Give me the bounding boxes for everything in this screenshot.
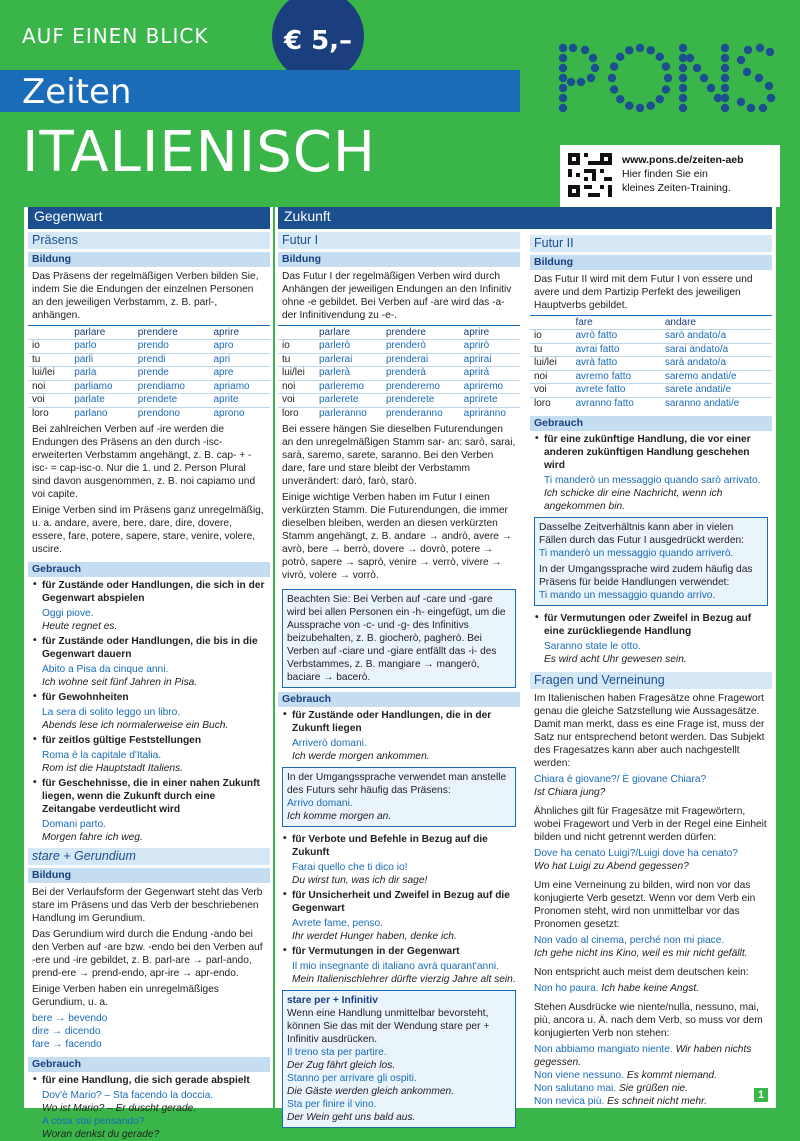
table-cell: lui/lei: [278, 367, 315, 381]
negation-examples: [530, 1043, 772, 1111]
table-cell: avrete fatto: [571, 384, 660, 398]
example-it: Ti manderò un messaggio quando arriverò.: [539, 548, 734, 559]
use-item: • für zeitlos gültige Feststellungen: [28, 732, 270, 749]
logo-dot: [693, 64, 701, 72]
table-cell: parlo: [70, 340, 134, 354]
futur1-table: [278, 325, 520, 420]
label-gebrauch: Gebrauch: [278, 692, 520, 707]
example-it: Il treno sta per partire.: [287, 1047, 387, 1058]
table-row: [278, 394, 520, 408]
futur1-intro: Das Futur I der regelmäßigen Verben wird durch Anhängen der jeweiligen Endungen an den Infinitiv ohne -e gebildet. Bei Verben auf -are wird das -a- der Infinitivendung zu -e-.: [282, 271, 512, 321]
label-gebrauch: Gebrauch: [28, 562, 270, 577]
example-it: Il mio insegnante di italiano avrà quarant'anni.: [292, 961, 499, 972]
example-de: Ist Chiara jung?: [534, 787, 606, 798]
praesens-uses: [28, 577, 270, 844]
table-header-cell: [28, 326, 70, 340]
example-de: Wo hat Luigi zu Abend gegessen?: [534, 861, 689, 872]
gerund-text-3: Einige Verben haben ein unregelmäßiges Gerundium, u. a.: [32, 984, 219, 1008]
section-head-zukunft: Zukunft: [278, 207, 772, 229]
logo-dot: [636, 44, 644, 52]
table-cell: tu: [28, 353, 70, 367]
logo-dot: [679, 94, 687, 102]
table-cell: aprono: [209, 407, 270, 420]
example-de: Ich wohne seit fünf Jahren in Pisa.: [42, 677, 198, 688]
logo-dot: [707, 84, 715, 92]
table-row: [530, 397, 772, 410]
example-it: Roma è la capitale d'Italia.: [42, 750, 162, 761]
gerund-examples: [28, 1089, 270, 1141]
negation-example-row: [534, 1095, 768, 1108]
table-cell: prenderanno: [382, 407, 460, 420]
example-de: Wir haben nichts gegessen.: [534, 1044, 752, 1068]
table-cell: saremo andati/e: [661, 370, 772, 384]
futur2-use-1: • für eine zukünftige Handlung, die vor einer anderen zukünftigen Handlung geschehen wird: [530, 431, 772, 474]
table-cell: sarete andati/e: [661, 384, 772, 398]
irregular-gerund: bere → bevendo: [32, 1013, 108, 1024]
table-header-cell: aprire: [460, 326, 520, 340]
label-bildung: Bildung: [530, 255, 772, 270]
table-cell: noi: [278, 380, 315, 394]
logo-dot: [686, 54, 694, 62]
logo-dot: [679, 44, 687, 52]
logo-dot: [559, 94, 567, 102]
table-cell: apre: [209, 367, 270, 381]
series-title: AUF EINEN BLICK: [22, 24, 209, 48]
logo-dot: [759, 104, 767, 112]
table-row: [28, 340, 270, 354]
gerund-text-1: Bei der Verlaufsform der Gegenwart steht das Verb stare im Präsens und das Verb der beschriebenen Handlung im Gerundium.: [32, 887, 263, 924]
logo-dot: [721, 84, 729, 92]
logo-dot: [569, 44, 577, 52]
example-it: Non nevica più.: [534, 1096, 605, 1107]
table-row: [28, 394, 270, 408]
table-cell: prenderai: [382, 353, 460, 367]
example-de: Der Zug fährt gleich los.: [287, 1060, 396, 1071]
example-it: Ti mando un messaggio quando arrivo.: [539, 590, 716, 601]
logo-dot: [559, 54, 567, 62]
table-cell: prenderete: [382, 394, 460, 408]
table-header-cell: prendere: [382, 326, 460, 340]
logo-dot: [714, 94, 722, 102]
table-cell: voi: [278, 394, 315, 408]
logo-dot: [721, 54, 729, 62]
irregular-gerund: fare → facendo: [32, 1039, 102, 1050]
label-bildung: Bildung: [278, 252, 520, 267]
example-de: Der Wein geht uns bald aus.: [287, 1112, 416, 1123]
logo-dot: [679, 74, 687, 82]
example-it: Oggi piove.: [42, 608, 94, 619]
table-header-row: [28, 326, 270, 340]
table-cell: aprite: [209, 394, 270, 408]
example-de: Es schneit nicht mehr.: [607, 1096, 707, 1107]
negation-example-row: [534, 1069, 768, 1082]
logo-dot: [656, 53, 664, 61]
logo-dot: [737, 98, 745, 106]
logo-dot: [610, 62, 618, 70]
table-header-cell: prendere: [134, 326, 210, 340]
example-de: Die Gäste werden gleich ankommen.: [287, 1086, 455, 1097]
example-it: Avrete fame, penso.: [292, 918, 383, 929]
futur2-use-2: • für Vermutungen oder Zweifel in Bezug auf eine zurückliegende Handlung: [530, 610, 772, 640]
column-zukunft: [278, 207, 520, 1132]
table-cell: prenderò: [382, 340, 460, 354]
futur1-essere: Bei essere hängen Sie dieselben Futurendungen an den unregelmäßigen Stamm sar- an: sarò, sarai, sarà, saremo, sarete, saranno. Bei den Verben dare, fare und stare bleibt der Verbstamm unverändert: darò, farò, starò.: [282, 424, 516, 487]
table-cell: avranno fatto: [571, 397, 660, 410]
fv-text-4: Non entspricht auch meist dem deutschen kein:: [534, 967, 749, 978]
example-de: Abends lese ich normalerweise ein Buch.: [42, 720, 229, 731]
note-text: In der Umgangssprache wird zudem häufig das Präsens für beide Handlungen verwendet:: [539, 564, 753, 588]
label-gebrauch: Gebrauch: [530, 416, 772, 431]
main-title: ITALIENISCH: [22, 120, 376, 185]
logo-dot: [625, 102, 633, 110]
label-bildung: Bildung: [28, 252, 270, 267]
table-cell: aprirò: [460, 340, 520, 354]
subhead-futur-2: Futur II: [530, 235, 772, 252]
table-cell: noi: [28, 380, 70, 394]
table-cell: prendono: [134, 407, 210, 420]
table-header-cell: [530, 316, 571, 330]
table-cell: sarai andato/a: [661, 343, 772, 357]
table-cell: avremo fatto: [571, 370, 660, 384]
logo-dot: [767, 94, 775, 102]
qr-line2: Hier finden Sie ein: [622, 168, 708, 180]
example-de: Wo ist Mario? – Er duscht gerade.: [42, 1103, 197, 1114]
subhead-praesens: Präsens: [28, 232, 270, 249]
table-cell: avrai fatto: [571, 343, 660, 357]
column-gegenwart: [28, 207, 270, 1141]
logo-dot: [662, 85, 670, 93]
logo-dot: [625, 46, 633, 54]
table-cell: loro: [278, 407, 315, 420]
praesens-intro: Das Präsens der regelmäßigen Verben bilden Sie, indem Sie die Endungen der einzelnen Personen an den jeweiligen Verbstamm, z. B. parl-, anhängen.: [32, 271, 259, 321]
page-number: 1: [754, 1088, 768, 1102]
example-de: Ihr werdet Hunger haben, denke ich.: [292, 931, 457, 942]
example-it: Chiara è giovane?/ È giovane Chiara?: [534, 774, 707, 785]
table-row: [278, 407, 520, 420]
logo-dot: [721, 64, 729, 72]
column-futur-2: [530, 232, 772, 1111]
fv-text-2: Ähnliches gilt für Fragesätze mit Fragewörtern, wobei Fragewort und Verb in der Regel eine Einheit bilden und nicht getrennt werden dürfen:: [534, 806, 767, 843]
logo-dot: [577, 78, 585, 86]
example-de: Mein Italienischlehrer dürfte vierzig Jahre alt sein.: [292, 974, 516, 985]
table-cell: loro: [530, 397, 571, 410]
logo-dot: [647, 46, 655, 54]
note-text: In der Umgangssprache verwendet man anstelle des Futurs sehr häufig das Präsens:: [287, 772, 507, 796]
table-header-cell: andare: [661, 316, 772, 330]
table-header-row: [278, 326, 520, 340]
note-text: Dasselbe Zeitverhältnis kann aber in vielen Fällen durch das Futur I ausgedrückt werden:: [539, 522, 744, 546]
table-cell: avrà fatto: [571, 357, 660, 371]
logo-dot: [679, 64, 687, 72]
table-row: [530, 357, 772, 371]
praesens-table: [28, 325, 270, 420]
logo-dot: [559, 84, 567, 92]
example-de: Heute regnet es.: [42, 621, 118, 632]
logo-dot: [679, 104, 687, 112]
fv-text-5: Stehen Ausdrücke wie niente/nulla, nessuno, mai, più, ancora u. Ä. nach dem Verb, so muss vor dem konjugierten Verb non stehen:: [534, 1002, 763, 1039]
example-de: Ich schicke dir eine Nachricht, wenn ich angekommen bin.: [544, 488, 723, 512]
negation-example-row: [534, 1043, 768, 1069]
example-de: Sie grüßen nie.: [618, 1083, 689, 1094]
example-de: Es wird acht Uhr gewesen sein.: [544, 654, 687, 665]
table-cell: io: [530, 330, 571, 344]
praesens-irregular: Einige Verben sind im Präsens ganz unregelmäßig, u. a. andare, avere, bere, dare, dire, dovere, essere, fare, potere, sapere, stare, venire, volere, uscire.: [32, 505, 264, 555]
futur1-note-box: Beachten Sie: Bei Verben auf -care und -gare wird bei allen Personen ein -h- eingefügt, um die Aussprache von -c- und -g- des Infinitivs beizubehalten, z. B. giocherò, pagherò. Bei Verben auf -ciare und -giare entfällt das -i- des Verbstammes, z. B. mangiare → mangerò, baciare → bacerò.: [282, 589, 516, 688]
table-cell: saranno andati/e: [661, 397, 772, 410]
logo-dot: [559, 104, 567, 112]
logo-dot: [647, 102, 655, 110]
logo-dot: [662, 62, 670, 70]
example-de: Ich habe keine Angst.: [601, 983, 700, 994]
table-cell: tu: [278, 353, 315, 367]
qr-box: [560, 145, 780, 207]
table-cell: parlerete: [315, 394, 382, 408]
logo-dot: [744, 46, 752, 54]
use-item: • für Gewohnheiten: [28, 689, 270, 706]
example-it: Sta per finire il vino.: [287, 1099, 377, 1110]
cover-header: [0, 0, 800, 200]
table-cell: prendete: [134, 394, 210, 408]
example-de: Es kommt niemand.: [626, 1070, 717, 1081]
gerund-text-2: Das Gerundium wird durch die Endung -ando bei den Verben auf -are bzw. -endo bei den Verben auf -ere und -ire gebildet, z. B. parl-are → parl-ando, prend-ere → prend-endo, apr-ire → apr-endo.: [32, 929, 263, 979]
example-it: Non viene nessuno.: [534, 1070, 625, 1081]
column-divider: [273, 207, 275, 1108]
table-row: [278, 340, 520, 354]
table-cell: apri: [209, 353, 270, 367]
table-header-cell: parlare: [315, 326, 382, 340]
logo-dot: [559, 74, 567, 82]
table-cell: prenderà: [382, 367, 460, 381]
logo-dot: [721, 104, 729, 112]
example-de: Rom ist die Hauptstadt Italiens.: [42, 763, 183, 774]
stare-per-examples: [287, 1046, 511, 1124]
negation-example-row: [534, 1082, 768, 1095]
table-cell: apriamo: [209, 380, 270, 394]
logo-dot: [610, 85, 618, 93]
label-gebrauch: Gebrauch: [28, 1057, 270, 1072]
label-bildung: Bildung: [28, 868, 270, 883]
table-cell: parli: [70, 353, 134, 367]
logo-dot: [679, 84, 687, 92]
logo-dot: [581, 46, 589, 54]
table-cell: parleranno: [315, 407, 382, 420]
pons-logo: [555, 40, 780, 115]
logo-dot: [608, 74, 616, 82]
example-it: Stanno per arrivare gli ospiti.: [287, 1073, 417, 1084]
logo-dot: [765, 82, 773, 90]
futur1-note-umgangssprache: [282, 767, 516, 827]
table-cell: prendi: [134, 353, 210, 367]
example-it: Arriverò domani.: [292, 738, 367, 749]
table-row: [28, 407, 270, 420]
futur1-short-stem: Einige wichtige Verben haben im Futur I einen verkürzten Stamm. Die Futurendungen, die immer dieselben bleiben, werden an diesen verkürzten Stamm angehängt, z. B. andare → andrò, avere → avrò, bere → berrò, dovere → dovrò, potere → potrò, sapere → saprò, venire → verrò, vivere → vivrò, volere → vorrò.: [282, 492, 512, 581]
logo-dot: [559, 44, 567, 52]
example-de: Ich komme morgen an.: [287, 811, 392, 822]
table-row: [28, 367, 270, 381]
table-cell: io: [28, 340, 70, 354]
logo-dot: [743, 68, 751, 76]
example-de: Ich werde morgen ankommen.: [292, 751, 430, 762]
table-cell: prende: [134, 367, 210, 381]
example-it: A cosa stai pensando?: [42, 1116, 145, 1127]
logo-dot: [559, 64, 567, 72]
logo-dot: [700, 74, 708, 82]
table-header-cell: aprire: [209, 326, 270, 340]
table-cell: lui/lei: [530, 357, 571, 371]
fv-text-3: Um eine Verneinung zu bilden, wird non vor das konjugierte Verb gesetzt. Wenn vor dem Verb ein Pronomen steht, wird non unmittelbar vor das Pronomen gesetzt:: [534, 880, 756, 930]
box-title: stare per + Infinitiv: [287, 995, 378, 1006]
futur2-intro: Das Futur II wird mit dem Futur I von essere und avere und dem Partizip Perfekt des jeweiligen Hauptverbs gebildet.: [534, 274, 753, 311]
use-item: • für Zustände oder Handlungen, die sich in der Gegenwart abspielen: [28, 577, 270, 607]
qr-code-icon: [568, 153, 612, 197]
table-cell: aprirà: [460, 367, 520, 381]
gerund-use: • für eine Handlung, die sich gerade abspielt: [28, 1072, 270, 1089]
futur2-note-box: [534, 517, 768, 606]
table-cell: voi: [530, 384, 571, 398]
table-cell: parla: [70, 367, 134, 381]
use-item: • für Zustände oder Handlungen, die bis in die Gegenwart dauern: [28, 633, 270, 663]
logo-dot: [589, 54, 597, 62]
logo-dot: [721, 44, 729, 52]
table-row: [278, 353, 520, 367]
table-row: [278, 367, 520, 381]
logo-dot: [766, 48, 774, 56]
section-head-gegenwart: Gegenwart: [28, 207, 270, 229]
logo-dot: [567, 78, 575, 86]
table-row: [28, 353, 270, 367]
table-cell: voi: [28, 394, 70, 408]
futur1-use-1: • für Zustände oder Handlungen, die in der Zukunft liegen: [278, 707, 520, 737]
table-cell: tu: [530, 343, 571, 357]
logo-dot: [616, 95, 624, 103]
example-it: Saranno state le otto.: [544, 641, 641, 652]
table-cell: apro: [209, 340, 270, 354]
futur1-use-3: • für Unsicherheit und Zweifel in Bezug auf die Gegenwart: [278, 887, 520, 917]
table-row: [530, 330, 772, 344]
price-badge: € 5,–: [272, 0, 364, 82]
example-it: Farai quello che ti dico io!: [292, 862, 408, 873]
logo-dot: [755, 74, 763, 82]
logo-dot: [636, 104, 644, 112]
logo-dot: [664, 74, 672, 82]
table-cell: parlerà: [315, 367, 382, 381]
qr-url: www.pons.de/zeiten-aeb: [622, 154, 744, 166]
subhead-futur-1: Futur I: [278, 232, 520, 249]
qr-line3: kleines Zeiten-Training.: [622, 182, 731, 194]
futur1-use-4: • für Vermutungen in der Gegenwart: [278, 943, 520, 960]
logo-dot: [587, 74, 595, 82]
subtitle: Zeiten: [22, 72, 132, 112]
table-cell: aprirete: [460, 394, 520, 408]
table-cell: parlerai: [315, 353, 382, 367]
table-cell: apriremo: [460, 380, 520, 394]
table-header-cell: [278, 326, 315, 340]
table-cell: parlate: [70, 394, 134, 408]
table-cell: lui/lei: [28, 367, 70, 381]
logo-dot: [721, 74, 729, 82]
example-it: Abito a Pisa da cinque anni.: [42, 664, 169, 675]
logo-dot: [756, 44, 764, 52]
table-header-cell: parlare: [70, 326, 134, 340]
table-cell: aprirai: [460, 353, 520, 367]
table-header-row: [530, 316, 772, 330]
table-cell: parliamo: [70, 380, 134, 394]
table-row: [530, 384, 772, 398]
table-cell: sarà andato/a: [661, 357, 772, 371]
logo-dot: [737, 56, 745, 64]
logo-dot: [747, 104, 755, 112]
irregular-gerund: dire → dicendo: [32, 1026, 101, 1037]
box-text: Wenn eine Handlung unmittelbar bevorsteht, können Sie das mit der Wendung stare per + Infinitiv ausdrücken.: [287, 1008, 490, 1045]
table-row: [530, 343, 772, 357]
logo-dot: [591, 64, 599, 72]
gerund-irregular-list: [28, 1012, 270, 1054]
table-cell: loro: [28, 407, 70, 420]
example-it: Domani parto.: [42, 819, 106, 830]
use-item: • für Geschehnisse, die in einer nahen Zukunft liegen, wenn die Zukunft durch eine Zeitangabe verdeutlicht wird: [28, 775, 270, 818]
stare-per-box: [282, 990, 516, 1128]
table-row: [530, 370, 772, 384]
example-it: Dov'è Mario? – Sta facendo la doccia.: [42, 1090, 214, 1101]
table-cell: prendo: [134, 340, 210, 354]
table-cell: parlerò: [315, 340, 382, 354]
table-cell: noi: [530, 370, 571, 384]
futur2-table: [530, 315, 772, 410]
example-it: Non vado al cinema, perché non mi piace.: [534, 935, 725, 946]
table-row: [278, 380, 520, 394]
table-cell: sarò andato/a: [661, 330, 772, 344]
table-cell: apriranno: [460, 407, 520, 420]
example-de: Du wirst tun, was ich dir sage!: [292, 875, 428, 886]
logo-dot: [616, 53, 624, 61]
example-de: Ich gehe nicht ins Kino, weil es mir nicht gefällt.: [534, 948, 748, 959]
table-cell: prendiamo: [134, 380, 210, 394]
example-it: Non ho paura.: [534, 983, 599, 994]
example-it: La sera di solito leggo un libro.: [42, 707, 181, 718]
example-de: Woran denkst du gerade?: [42, 1129, 160, 1140]
example-de: Morgen fahre ich weg.: [42, 832, 143, 843]
subhead-fragen-verneinung: Fragen und Verneinung: [530, 672, 772, 689]
example-it: Non abbiamo mangiato niente.: [534, 1044, 673, 1055]
futur1-use-2: • für Verbote und Befehle in Bezug auf die Zukunft: [278, 831, 520, 861]
table-cell: prenderemo: [382, 380, 460, 394]
table-row: [28, 380, 270, 394]
example-it: Ti manderò un messaggio quando sarò arrivato.: [544, 475, 761, 486]
table-cell: parlano: [70, 407, 134, 420]
content-sheet: [24, 207, 776, 1140]
example-it: Dove ha cenato Luigi?/Luigi dove ha cenato?: [534, 848, 738, 859]
subhead-stare-gerundium: stare + Gerundium: [28, 848, 270, 865]
logo-dot: [656, 95, 664, 103]
praesens-isc: Bei zahlreichen Verben auf -ire werden die Endungen des Präsens an den durch -isc- erweiterten Verbstamm angehängt, z. B. cap- + -isc- = cap-isc-o. Nur die 1. und 2. Person Plural sind davon ausgenommen, z. B. noi capiamo und voi capite.: [32, 424, 256, 500]
table-header-cell: fare: [571, 316, 660, 330]
example-it: Arrivo domani.: [287, 798, 353, 809]
table-cell: parleremo: [315, 380, 382, 394]
example-it: Non salutano mai.: [534, 1083, 617, 1094]
table-cell: io: [278, 340, 315, 354]
table-cell: avrò fatto: [571, 330, 660, 344]
fv-text-1: Im Italienischen haben Fragesätze ohne Fragewort genau die gleiche Satzstellung wie Aussagesätze. Damit man merkt, dass es eine Frage ist, muss der Satz nur entsprechend betont werden. Das Subjekt des Fragesatzes kann aber auch nachgestellt werden:: [534, 693, 765, 769]
